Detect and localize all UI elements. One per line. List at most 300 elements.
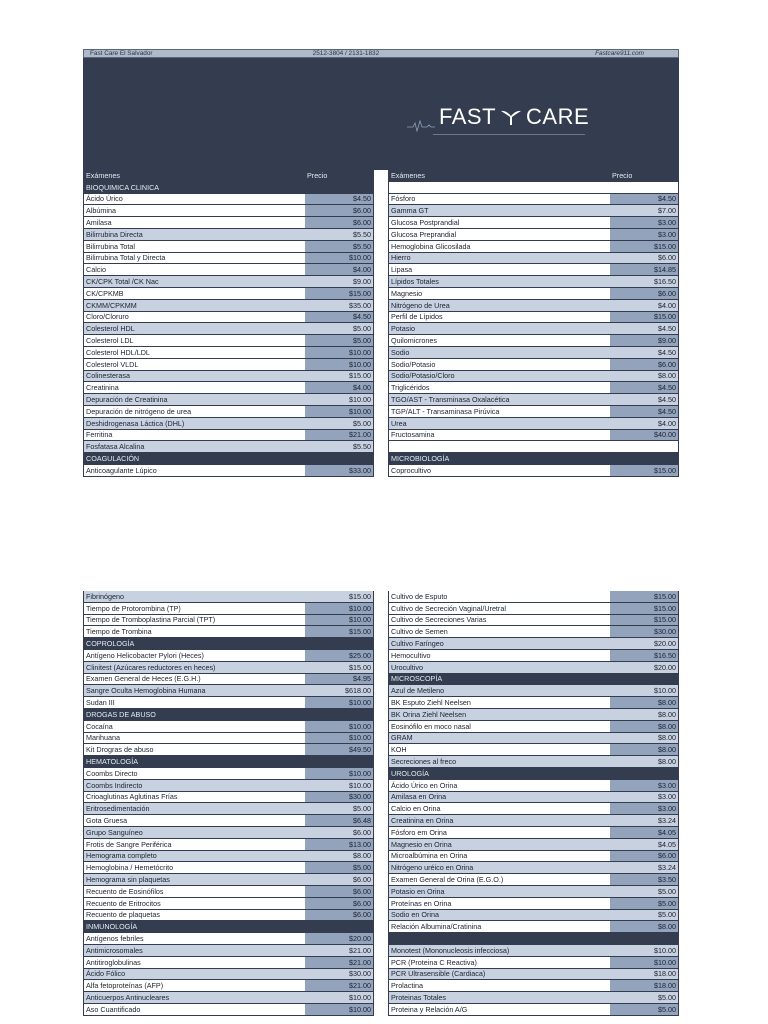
exam-price: $20.00 — [305, 933, 373, 944]
exam-price: $15.00 — [305, 626, 373, 637]
exam-name: Tiempo de Protorombina (TP) — [86, 603, 181, 613]
exam-name: Fructosamina — [391, 430, 435, 440]
price-row — [389, 253, 678, 265]
exam-price: $5.00 — [305, 335, 373, 346]
exam-price: $6.00 — [305, 827, 373, 838]
phone-numbers: 2512-3804 / 2131-1832 — [312, 50, 380, 57]
exam-name: Anticoagulante Lúpico — [86, 465, 157, 475]
exam-name: Ferritina — [86, 430, 113, 440]
price-row — [84, 406, 373, 418]
price-row — [84, 347, 373, 359]
exam-name: Monotest (Mononucleosis infecciosa) — [391, 945, 510, 955]
exam-name: Antígenos febriles — [86, 934, 144, 943]
exam-price: $21.00 — [305, 430, 373, 441]
price-row — [84, 898, 373, 910]
exam-price: $10.00 — [305, 359, 373, 370]
exam-name: Fósforo — [391, 194, 416, 204]
price-row — [84, 591, 373, 603]
exam-price: $7.00 — [610, 205, 678, 216]
website-link[interactable]: Fastcare911.com — [595, 50, 645, 57]
price-row — [84, 603, 373, 615]
exam-price: $35.00 — [305, 300, 373, 311]
price-row — [84, 827, 373, 839]
exam-name: Fósforo em Orina — [391, 827, 447, 837]
price-row — [84, 980, 373, 992]
section-title: MICROSCOPÍA — [391, 674, 443, 684]
exam-price: $4.50 — [610, 394, 678, 405]
exam-name: Ácido Fólico — [86, 969, 126, 979]
logo-word-care: CARE — [526, 104, 590, 129]
section-header-row — [389, 674, 678, 686]
exam-price: $10.00 — [305, 733, 373, 744]
price-row — [389, 792, 678, 804]
logo-word-fast: FAST — [439, 104, 497, 129]
exam-price: $10.00 — [305, 347, 373, 358]
exam-price: $20.00 — [610, 662, 678, 673]
price-row — [389, 465, 678, 477]
exam-price: $3.00 — [610, 792, 678, 803]
exam-price: $4.50 — [610, 347, 678, 358]
exam-name: Cultivo de Secreción Vaginal/Uretral — [391, 603, 506, 613]
exam-name: Cultivo de Esputo — [391, 591, 448, 601]
exam-name: Alfa fetoproteínas (AFP) — [86, 981, 164, 991]
exam-price: $3.50 — [610, 874, 678, 885]
price-row — [389, 685, 678, 697]
exam-price: $8.00 — [610, 733, 678, 744]
price-row — [84, 721, 373, 733]
price-row — [389, 371, 678, 383]
exam-name: Gota Gruesa — [86, 816, 128, 826]
price-row — [389, 591, 678, 603]
company-name: Fast Care El Salvador — [90, 50, 153, 57]
exam-price: $8.00 — [305, 851, 373, 862]
exam-name: Hemocultivo — [391, 650, 431, 660]
price-row — [389, 650, 678, 662]
exam-name: Calcio en Orina — [391, 804, 441, 814]
price-row — [389, 323, 678, 335]
exam-name: PCR Ultrasensible (Cardiaca) — [391, 969, 486, 979]
section-header-row — [389, 768, 678, 780]
price-row — [389, 697, 678, 709]
price-row — [84, 371, 373, 383]
exam-name: Coprocultivo — [391, 465, 431, 475]
exam-price: $18.00 — [610, 969, 678, 980]
price-row — [389, 851, 678, 863]
exam-name: Crioaglutinas Aglutinas Frías — [86, 792, 178, 802]
exam-name: Clinitest (Azúcares reductores en heces) — [86, 662, 216, 672]
exam-name: Azul de Metileno — [391, 686, 445, 696]
exam-name: BK Esputo Ziehl Neelsen — [391, 698, 471, 708]
exam-price: $3.00 — [610, 780, 678, 791]
section-title: COPROLOGÍA — [86, 639, 135, 649]
exam-name: Magnesio — [391, 288, 423, 298]
exam-price: $5.00 — [610, 898, 678, 909]
section-title: INMUNOLOGÍA — [86, 922, 138, 932]
exam-price: $15.00 — [610, 603, 678, 614]
price-row — [389, 957, 678, 969]
exam-price: $21.00 — [305, 957, 373, 968]
exam-name: Sodio en Orina — [391, 910, 439, 920]
price-row — [84, 441, 373, 453]
exam-name: Hemograma completo — [86, 851, 157, 861]
exam-name: Urea — [391, 418, 407, 428]
section-header-row — [84, 638, 373, 650]
price-row — [389, 945, 678, 957]
price-row — [84, 851, 373, 863]
exam-price: $10.00 — [305, 253, 373, 264]
exam-name: Deshidrogenasa Láctica (DHL) — [86, 418, 185, 428]
exam-price: $10.00 — [305, 406, 373, 417]
exam-price: $16.50 — [610, 276, 678, 287]
exam-price: $3.24 — [610, 862, 678, 873]
exam-name: Creatinina en Orina — [391, 816, 454, 826]
exam-price: $10.00 — [610, 945, 678, 956]
price-row — [84, 792, 373, 804]
exam-price: $15.00 — [610, 312, 678, 323]
exam-name: Prolactina — [391, 981, 423, 991]
price-row — [389, 615, 678, 627]
price-row — [84, 862, 373, 874]
exam-price: $4.05 — [610, 839, 678, 850]
exam-name: Coombs Indirecto — [86, 780, 143, 790]
price-row — [84, 733, 373, 745]
price-row — [84, 626, 373, 638]
exam-name: Triglicéridos — [391, 383, 430, 393]
price-row — [84, 744, 373, 756]
exam-price: $15.00 — [305, 662, 373, 673]
exam-price: $8.00 — [610, 921, 678, 932]
exam-price — [610, 453, 678, 464]
exam-price — [610, 768, 678, 779]
price-row — [84, 465, 373, 477]
exam-price: $14.85 — [610, 264, 678, 275]
section-header-row — [389, 933, 678, 945]
price-row — [84, 359, 373, 371]
exam-price: $4.05 — [610, 827, 678, 838]
exam-name: Proteínas en Orina — [391, 898, 452, 908]
exam-price: $6.48 — [305, 815, 373, 826]
price-row — [389, 241, 678, 253]
exam-name: Bilirrubina Total y Directa — [86, 253, 166, 263]
exam-name: TGO/AST - Transminasa Oxalacética — [391, 395, 510, 405]
price-row — [389, 886, 678, 898]
exam-name: Amilasa en Orina — [391, 792, 447, 802]
price-row — [389, 709, 678, 721]
price-row — [389, 733, 678, 745]
price-row — [84, 430, 373, 442]
exam-name: Calcio — [86, 265, 106, 275]
exam-price: $4.00 — [610, 418, 678, 429]
exam-price — [305, 638, 373, 649]
exam-name: Eritrosedimentación — [86, 804, 150, 814]
exam-price: $40.00 — [610, 430, 678, 441]
price-row — [389, 898, 678, 910]
price-row — [389, 217, 678, 229]
section-title: HEMATOLOGÍA — [86, 757, 139, 767]
exam-name: Glucosa Preprandial — [391, 229, 457, 239]
section-header-row — [84, 756, 373, 768]
exam-name: Tiempo de Trombina — [86, 627, 152, 637]
price-column-header: Precio — [610, 170, 678, 181]
exam-name: Lípidos Totales — [391, 277, 439, 287]
price-row — [84, 276, 373, 288]
exam-price: $21.00 — [305, 980, 373, 991]
exam-price: $8.00 — [610, 744, 678, 755]
exam-name: Colinesterasa — [86, 371, 130, 381]
brand-banner — [83, 58, 679, 170]
exam-price: $5.00 — [610, 992, 678, 1003]
exam-price: $4.00 — [305, 264, 373, 275]
price-row — [84, 839, 373, 851]
exam-price: $9.00 — [610, 335, 678, 346]
exam-name: Bilirrubina Directa — [86, 229, 143, 239]
exam-price: $5.00 — [305, 323, 373, 334]
price-column-header: Precio — [305, 170, 373, 181]
exam-price: $6.00 — [305, 874, 373, 885]
section-header-row — [84, 453, 373, 465]
section-title: DROGAS DE ABUSO — [86, 709, 156, 719]
price-row — [389, 803, 678, 815]
price-column-left — [83, 170, 374, 477]
exam-price: $10.00 — [610, 685, 678, 696]
exam-price: $8.00 — [610, 756, 678, 767]
column-header-row — [389, 170, 678, 182]
exam-name: Microalbúmina en Orina — [391, 851, 468, 861]
price-row — [84, 205, 373, 217]
exam-name: Examen General de Orina (E.G.O.) — [391, 875, 504, 885]
price-list-page-1 — [83, 49, 679, 477]
exam-name: Depuración de nitrógeno de urea — [86, 406, 192, 416]
exam-name: CK/CPK Total /CK Nac — [86, 277, 159, 287]
exam-name: Cultivo de Secreciones Varias — [391, 615, 487, 625]
exam-name: Tiempo de Tromboplastina Parcial (TPT) — [86, 615, 216, 625]
price-row — [389, 827, 678, 839]
price-row — [389, 839, 678, 851]
price-column-right — [388, 170, 679, 477]
exam-name: Cocaína — [86, 721, 113, 731]
exam-price — [610, 182, 678, 193]
exam-name: Ácido Úrico en Orina — [391, 780, 458, 790]
exam-price: $10.00 — [305, 721, 373, 732]
exam-name: Kit Drogras de abuso — [86, 745, 154, 755]
exam-name: Marihuana — [86, 733, 120, 743]
exam-price: $5.00 — [610, 886, 678, 897]
exam-name: Glucosa Postprandial — [391, 218, 460, 228]
exam-name: Recuento de plaquetas — [86, 910, 160, 920]
price-row — [389, 276, 678, 288]
exam-price: $15.00 — [610, 241, 678, 252]
price-row — [84, 253, 373, 265]
price-row — [84, 194, 373, 206]
logo-underline — [433, 134, 585, 135]
price-row — [389, 862, 678, 874]
exam-price: $4.50 — [610, 406, 678, 417]
price-row — [389, 347, 678, 359]
exam-name: Recuento de Eritrocitos — [86, 898, 161, 908]
price-row — [84, 229, 373, 241]
price-row — [389, 382, 678, 394]
exam-name: Amilasa — [86, 218, 112, 228]
exam-price: $3.24 — [610, 815, 678, 826]
exam-price: $5.00 — [305, 418, 373, 429]
price-row — [84, 780, 373, 792]
exam-price: $15.00 — [610, 591, 678, 602]
price-row — [389, 662, 678, 674]
exam-price: $5.00 — [305, 862, 373, 873]
exam-price: $8.00 — [610, 697, 678, 708]
exam-price: $15.00 — [610, 615, 678, 626]
exam-name: Cultivo Faríngeo — [391, 639, 444, 649]
exam-name: Colesterol VLDL — [86, 359, 139, 369]
price-row — [84, 217, 373, 229]
exam-price: $4.50 — [305, 194, 373, 205]
exam-price: $18.00 — [610, 980, 678, 991]
exam-name: Proteinas Totales — [391, 992, 447, 1002]
price-row — [84, 933, 373, 945]
price-row — [84, 323, 373, 335]
price-row — [84, 418, 373, 430]
exam-name: Aso Cuantificado — [86, 1004, 141, 1014]
exam-price: $5.00 — [305, 803, 373, 814]
exam-name: GRAM — [391, 733, 413, 743]
price-row — [389, 359, 678, 371]
price-row — [84, 312, 373, 324]
exam-price: $3.00 — [610, 217, 678, 228]
price-row — [389, 182, 678, 194]
price-row — [389, 744, 678, 756]
exam-price: $3.00 — [610, 803, 678, 814]
exam-price: $10.00 — [305, 780, 373, 791]
exam-name: Hemoglobina / Hemetócrito — [86, 863, 174, 873]
exam-price: $10.00 — [305, 768, 373, 779]
price-row — [389, 406, 678, 418]
price-row — [389, 780, 678, 792]
price-row — [84, 815, 373, 827]
exam-name: Grupo Sanguíneo — [86, 827, 143, 837]
price-row — [389, 430, 678, 442]
section-header-row — [84, 921, 373, 933]
exam-name: Hemograma sin plaquetas — [86, 875, 170, 885]
exam-price: $25.00 — [305, 650, 373, 661]
exam-price: $15.00 — [305, 288, 373, 299]
price-row — [389, 721, 678, 733]
price-row — [84, 874, 373, 886]
price-row — [84, 674, 373, 686]
price-row — [84, 957, 373, 969]
exam-price: $5.50 — [305, 229, 373, 240]
exam-price: $9.00 — [305, 276, 373, 287]
exam-price: $15.00 — [305, 591, 373, 602]
price-row — [389, 603, 678, 615]
exam-price: $49.50 — [305, 744, 373, 755]
exam-price: $6.00 — [610, 851, 678, 862]
exam-price: $8.00 — [610, 371, 678, 382]
exam-price: $6.00 — [305, 910, 373, 921]
exam-price: $30.00 — [305, 792, 373, 803]
exam-price: $4.00 — [610, 300, 678, 311]
section-title: COAGULACIÓN — [86, 454, 140, 464]
column-header-row — [84, 170, 373, 182]
exam-name: Relación Albumina/Cratinina — [391, 922, 482, 932]
exam-price — [305, 453, 373, 464]
price-row — [84, 394, 373, 406]
price-row — [84, 335, 373, 347]
exam-price — [610, 674, 678, 685]
exam-name: Sudan III — [86, 698, 115, 708]
exam-name: Hemoglobina Glicosilada — [391, 241, 471, 251]
exam-price: $33.00 — [305, 465, 373, 476]
price-row — [389, 874, 678, 886]
exam-price: $4.50 — [610, 382, 678, 393]
exam-price: $13.00 — [305, 839, 373, 850]
exam-price: $10.00 — [610, 957, 678, 968]
section-header-row — [84, 709, 373, 721]
price-row — [84, 768, 373, 780]
exam-name: Colesterol HDL — [86, 324, 135, 334]
price-list-page-2 — [83, 591, 679, 1016]
exam-price: $15.00 — [305, 371, 373, 382]
price-row — [84, 300, 373, 312]
exam-price: $6.00 — [610, 253, 678, 264]
section-title: MICROBIOLOGÍA — [391, 454, 450, 464]
price-row — [389, 264, 678, 276]
section-title: UROLOGÍA — [391, 768, 429, 778]
exam-price: $15.00 — [610, 465, 678, 476]
price-row — [389, 969, 678, 981]
exam-name: Magnesio en Orina — [391, 839, 452, 849]
price-row — [84, 685, 373, 697]
price-row — [389, 229, 678, 241]
price-columns — [83, 591, 679, 1016]
exam-name: Frotis de Sangre Periférica — [86, 839, 172, 849]
exam-name: KOH — [391, 745, 407, 755]
exam-name: Anticuerpos Antinucleares — [86, 992, 170, 1002]
exam-name: Quilomicrones — [391, 336, 437, 346]
exam-name: Nitrógeno uréico en Orina — [391, 863, 474, 873]
price-row — [389, 194, 678, 206]
exam-price: $8.00 — [610, 709, 678, 720]
price-row — [389, 418, 678, 430]
price-row — [389, 394, 678, 406]
price-row — [389, 756, 678, 768]
exam-name: Recuento de Eosinófilos — [86, 886, 164, 896]
section-title: BIOQUIMICA CLINICA — [86, 182, 160, 192]
exam-name: Examen General de Heces (E.G.H.) — [86, 674, 201, 684]
price-row — [84, 969, 373, 981]
price-row — [84, 264, 373, 276]
exam-price: $30.00 — [610, 626, 678, 637]
exam-price: $6.00 — [305, 898, 373, 909]
section-header-row — [84, 182, 373, 194]
exam-price — [305, 921, 373, 932]
exam-price: $30.00 — [305, 969, 373, 980]
price-column-right — [388, 591, 679, 1016]
exam-name: CK/CPKMB — [86, 288, 124, 298]
exam-price: $21.00 — [305, 945, 373, 956]
exam-name: Lipasa — [391, 265, 413, 275]
heartbeat-icon — [407, 119, 435, 133]
exam-price: $6.00 — [305, 217, 373, 228]
price-column-left — [83, 591, 374, 1016]
exam-name: Nitrógeno de Urea — [391, 300, 450, 310]
exam-price: $10.00 — [305, 603, 373, 614]
price-row — [389, 441, 678, 453]
price-row — [84, 992, 373, 1004]
price-row — [84, 803, 373, 815]
price-row — [389, 288, 678, 300]
exam-name: Perfil de Lípidos — [391, 312, 443, 322]
exam-price: $10.00 — [305, 615, 373, 626]
